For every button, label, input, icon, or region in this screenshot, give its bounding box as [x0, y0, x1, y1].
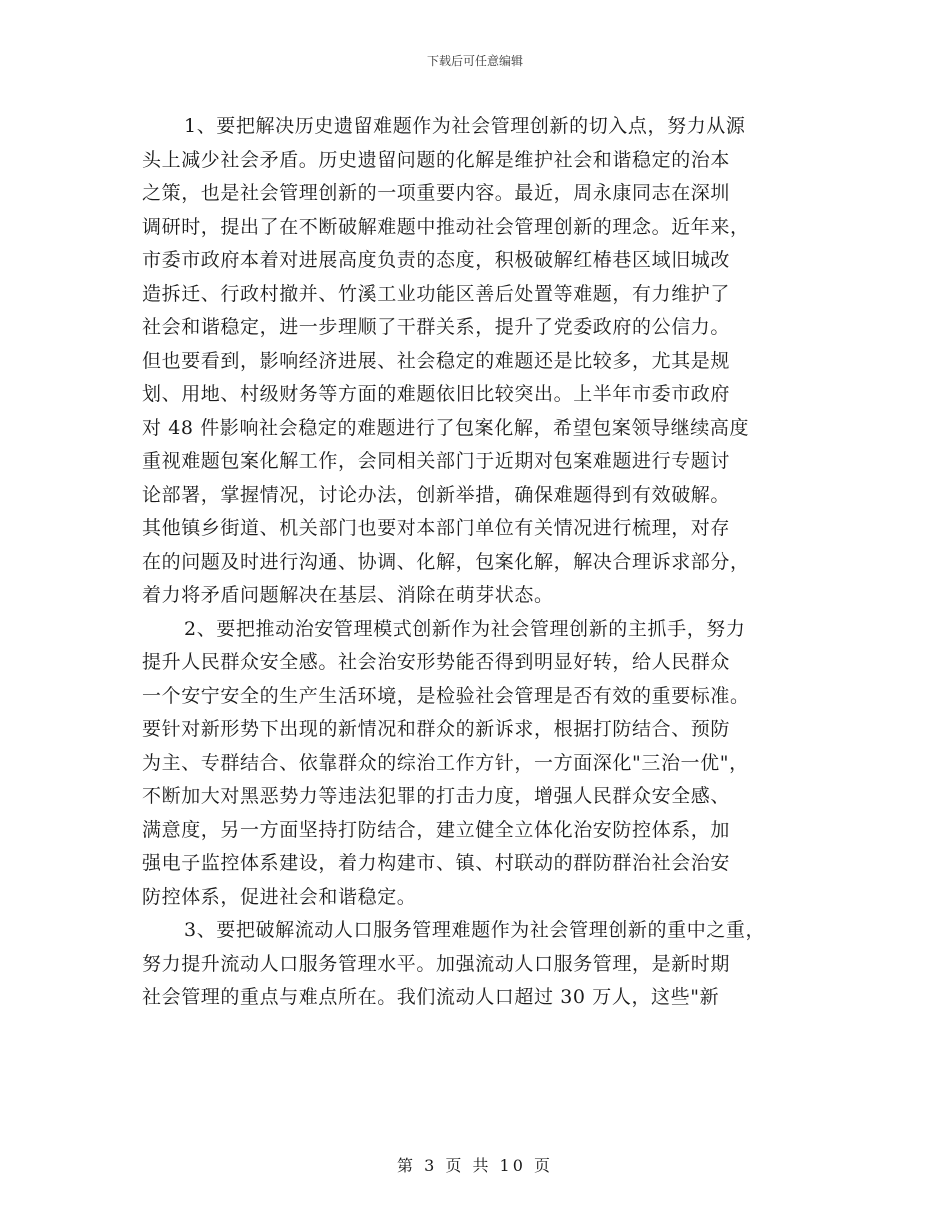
text-line: 努力提升流动人口服务管理水平。加强流动人口服务管理，是新时期 — [142, 952, 731, 975]
text-line: 1、要把解决历史遗留难题作为社会管理创新的切入点，努力从源 — [184, 115, 746, 137]
text-line: 3、要把破解流动人口服务管理难题作为社会管理创新的重中之重， — [184, 919, 766, 941]
text-line: 论部署，掌握情况，讨论办法，创新举措，确保难题得到有效破解。 — [142, 483, 731, 506]
text-line: 对 48 件影响社会稳定的难题进行了包案化解，希望包案领导继续高度 — [142, 416, 750, 439]
text-line: 要针对新形势下出现的新情况和群众的新诉求，根据打防结合、预防 — [142, 718, 731, 740]
text-line: 一个安宁安全的生产生活环境，是检验社会管理是否有效的重要标准。 — [142, 684, 750, 707]
text-line: 在的问题及时进行沟通、协调、化解，包案化解，解决合理诉求部分， — [142, 550, 750, 573]
text-line: 造拆迁、行政村撤并、竹溪工业功能区善后处置等难题，有力维护了 — [142, 282, 731, 305]
text-line: 社会管理的重点与难点所在。我们流动人口超过 30 万人，这些"新 — [142, 986, 720, 1008]
text-line: 调研时，提出了在不断破解难题中推动社会管理创新的理念。近年来， — [142, 215, 750, 238]
text-line: 防控体系，促进社会和谐稳定。 — [142, 885, 417, 908]
text-line: 其他镇乡街道、机关部门也要对本部门单位有关情况进行梳理，对存 — [142, 517, 731, 539]
text-line: 划、用地、村级财务等方面的难题依旧比较突出。上半年市委市政府 — [142, 383, 731, 405]
document-body — [142, 110, 814, 1015]
page-number-footer: 第 3 页 共 10 页 — [397, 1156, 553, 1175]
text-line: 2、要把推动治安管理模式创新作为社会管理创新的主抓手，努力 — [184, 617, 746, 640]
text-line: 强电子监控体系建设，着力构建市、镇、村联动的群防群治社会治安 — [142, 852, 731, 874]
text-line: 重视难题包案化解工作，会同相关部门于近期对包案难题进行专题讨 — [142, 450, 731, 472]
paragraph-1 — [142, 110, 814, 613]
text-line: 提升人民群众安全感。社会治安形势能否得到明显好转，给人民群众 — [142, 651, 731, 673]
text-line: 着力将矛盾问题解决在基层、消除在萌芽状态。 — [142, 584, 554, 606]
text-line: 市委市政府本着对进展高度负责的态度，积极破解红椿巷区域旧城改 — [142, 249, 731, 271]
text-line: 头上减少社会矛盾。历史遗留问题的化解是维护社会和谐稳定的治本 — [142, 148, 731, 171]
text-line: 为主、专群结合、依靠群众的综治工作方针，一方面深化"三治一优"， — [142, 751, 749, 774]
text-line: 社会和谐稳定，进一步理顺了干群关系，提升了党委政府的公信力。 — [142, 316, 731, 338]
text-line: 但也要看到，影响经济进展、社会稳定的难题还是比较多，尤其是规 — [142, 349, 731, 372]
text-line: 满意度，另一方面坚持打防结合，建立健全立体化治安防控体系，加 — [142, 818, 731, 841]
paragraph-3 — [142, 914, 814, 1015]
text-line: 不断加大对黑恶势力等违法犯罪的打击力度，增强人民群众安全感、 — [142, 785, 731, 807]
text-line: 之策，也是社会管理创新的一项重要内容。最近，周永康同志在深圳 — [142, 182, 731, 204]
paragraph-2 — [142, 613, 814, 915]
header-note: 下载后可任意编辑 — [426, 54, 523, 68]
